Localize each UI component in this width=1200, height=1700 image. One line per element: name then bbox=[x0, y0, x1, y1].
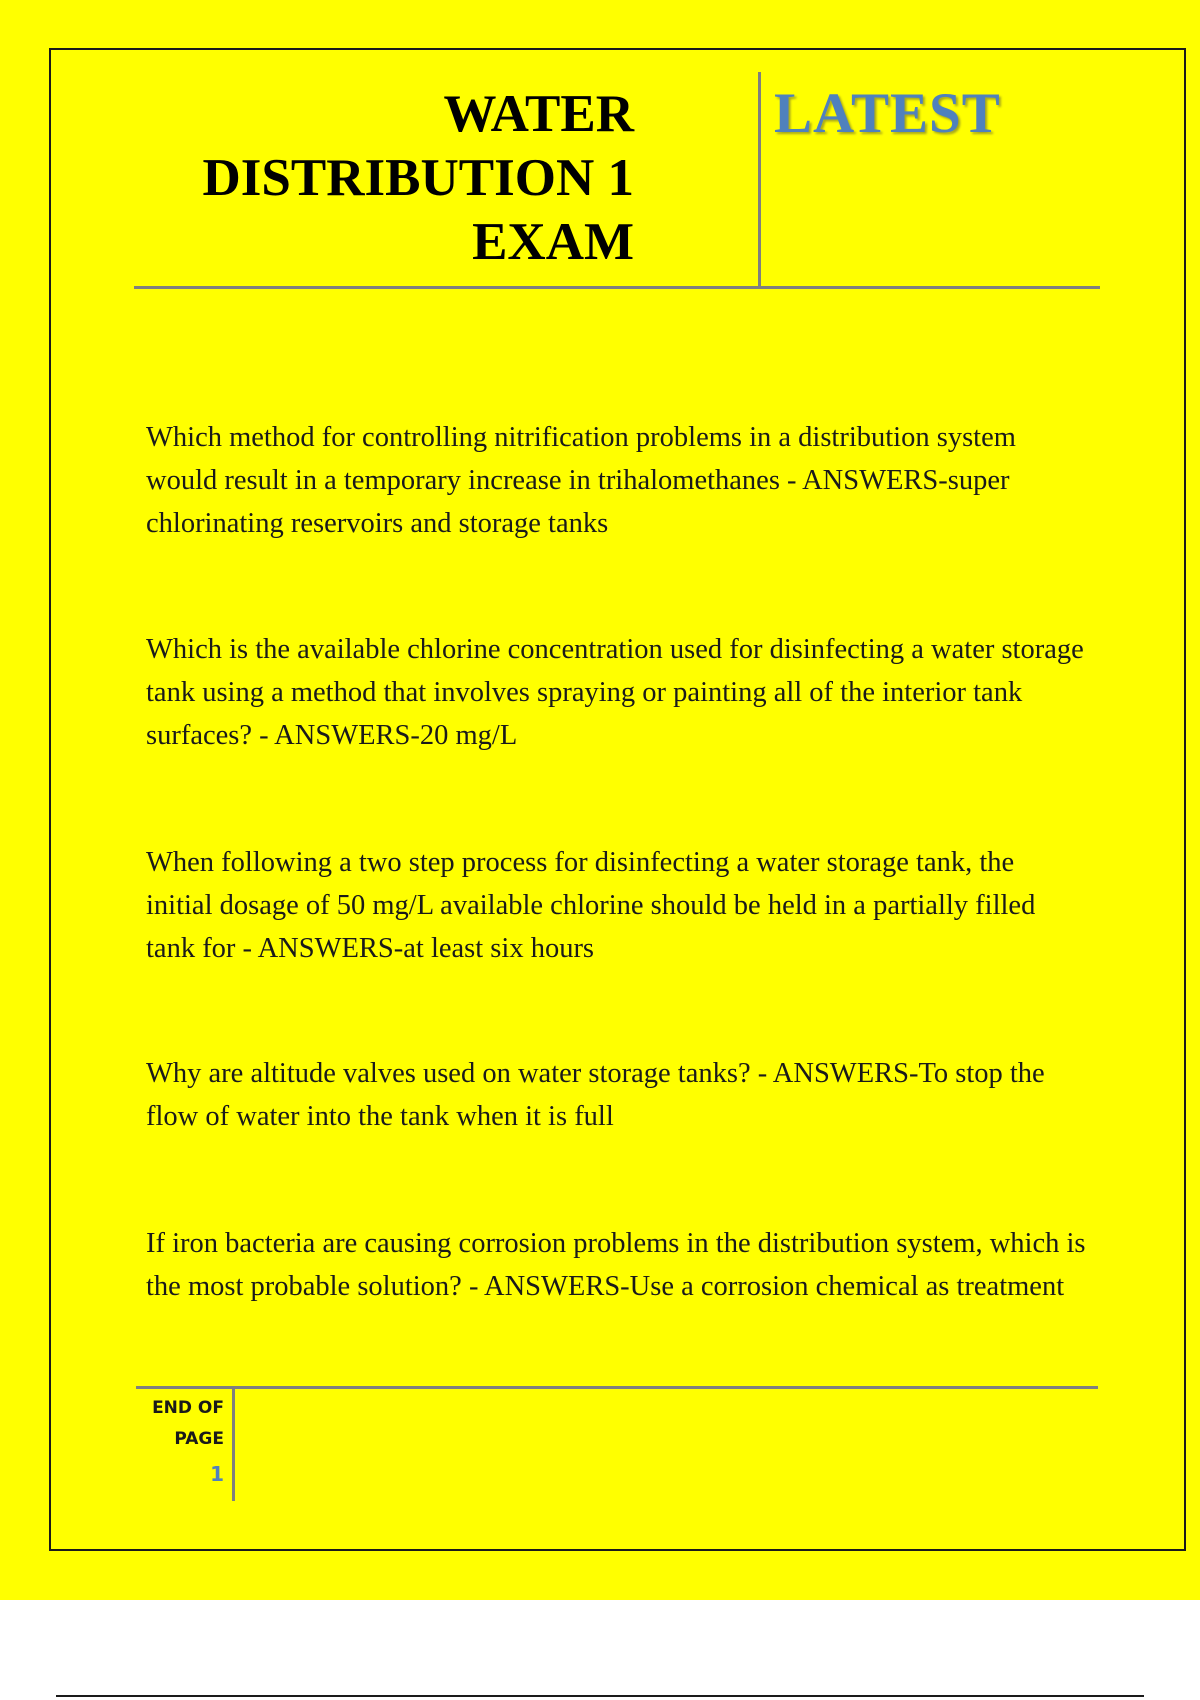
footer-label-line-1: END OF bbox=[152, 1398, 224, 1418]
question-2: Which is the available chlorine concentration used for disinfecting a water storage tank using a method that involves spraying or painting all of the interior tank surfaces? - ANSWERS-20 mg/L bbox=[146, 634, 1084, 751]
latest-tag: LATEST bbox=[774, 82, 1001, 145]
title-block bbox=[134, 72, 1100, 289]
footer-rule bbox=[136, 1386, 1098, 1389]
title-line-1: WATER bbox=[443, 85, 634, 143]
question-3: When following a two step process for disinfecting a water storage tank, the initial dosage of 50 mg/L available chlorine should be held in a partially filled tank for - ANSWERS-at least six hours bbox=[146, 847, 1036, 964]
question-1: Which method for controlling nitrification problems in a distribution system would result in a temporary increase in trihalomethanes - ANSWERS-super chlorinating reservoirs and storage tanks bbox=[146, 422, 1016, 539]
footer-divider bbox=[232, 1389, 235, 1501]
title-divider bbox=[758, 72, 761, 286]
footer-label bbox=[140, 1393, 224, 1455]
question-4: Why are altitude valves used on water storage tanks? - ANSWERS-To stop the flow of water into the tank when it is full bbox=[146, 1058, 1045, 1132]
question-5: If iron bacteria are causing corrosion problems in the distribution system, which is the most probable solution? - ANSWERS-Use a corrosion chemical as treatment bbox=[146, 1228, 1086, 1302]
page-title bbox=[114, 82, 634, 274]
title-line-3: EXAM bbox=[472, 213, 634, 271]
bottom-rule bbox=[56, 1695, 1144, 1697]
page-number: 1 bbox=[210, 1462, 224, 1486]
footer-label-line-2: PAGE bbox=[174, 1429, 224, 1449]
title-line-2: DISTRIBUTION 1 bbox=[202, 149, 634, 207]
